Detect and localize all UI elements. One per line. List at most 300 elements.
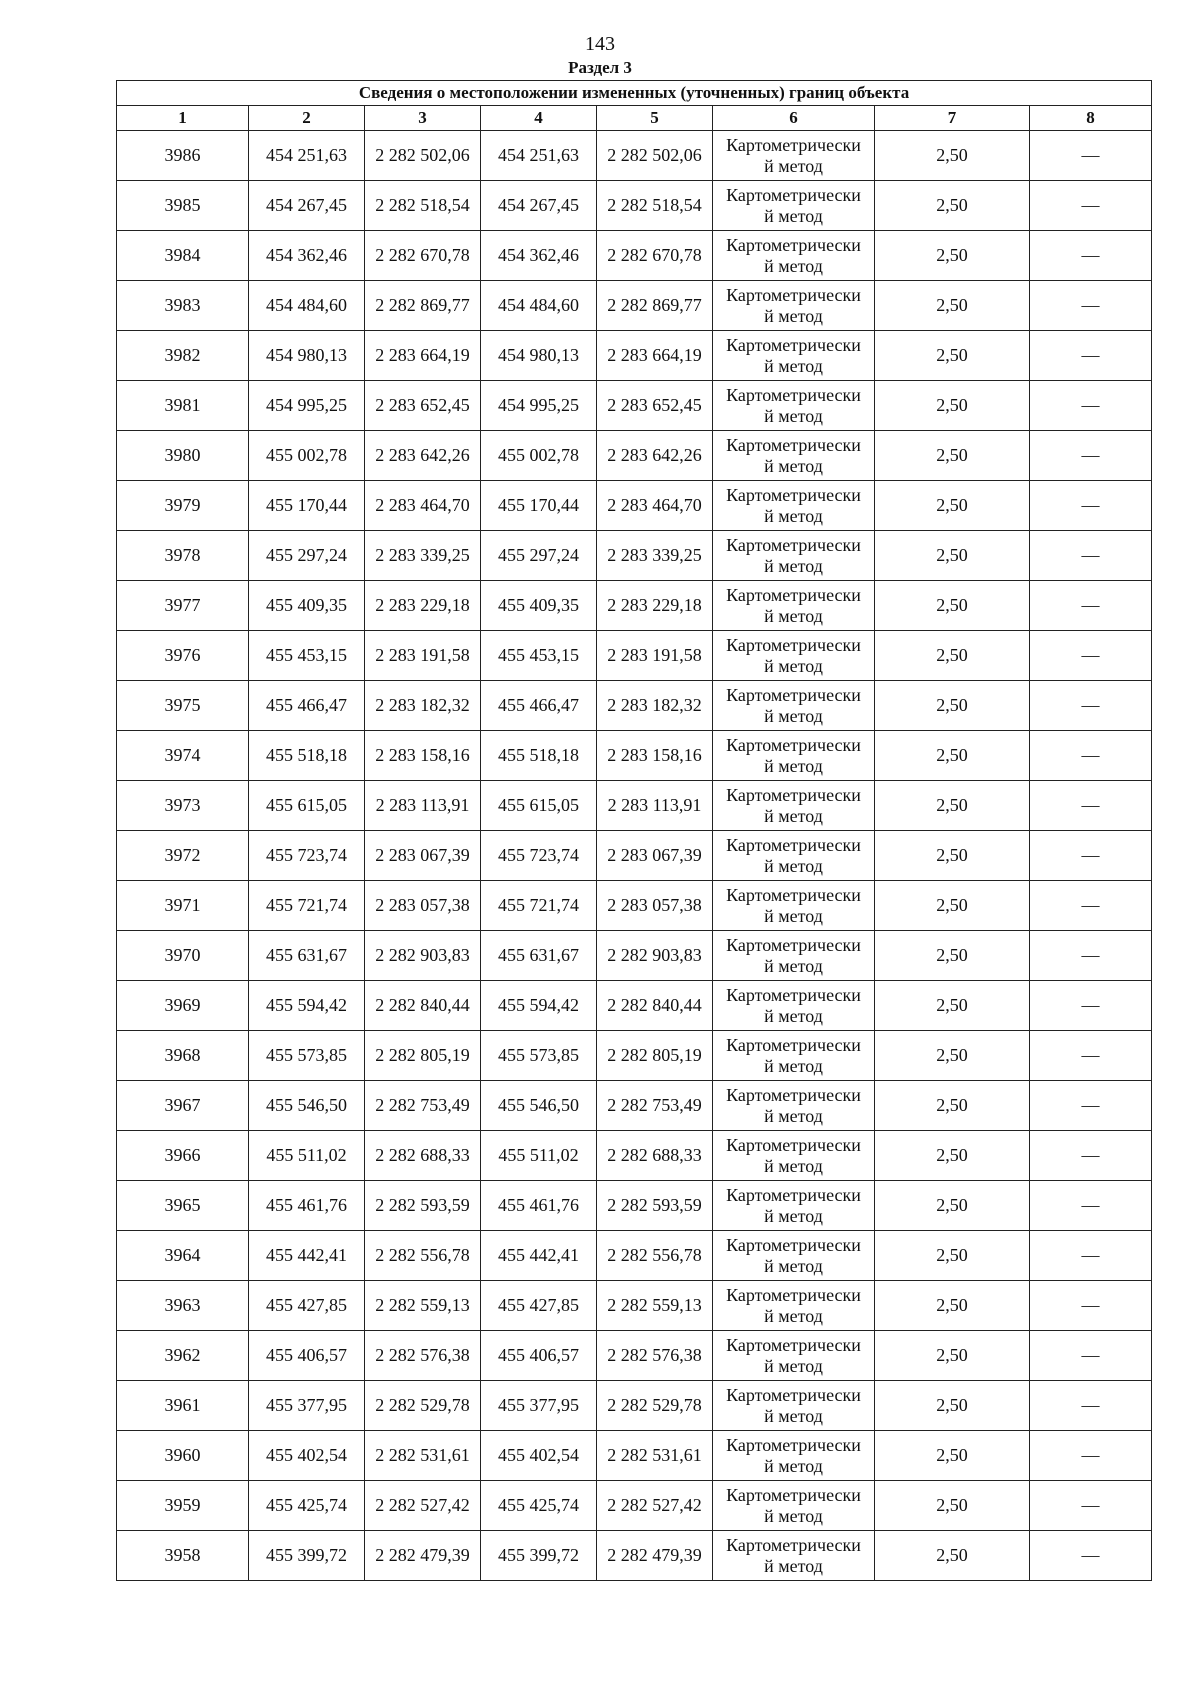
accuracy-cell: 2,50: [875, 381, 1030, 431]
method-text-line1: Картометрически: [726, 784, 861, 805]
method-cell: [713, 481, 875, 531]
method-text-line2: й метод: [764, 1355, 823, 1376]
y-existing-cell: 2 282 593,59: [365, 1181, 481, 1231]
method-cell: [713, 1231, 875, 1281]
table-row: [117, 731, 1152, 781]
method-text-line1: Картометрически: [726, 484, 861, 505]
x-existing-cell: 455 427,85: [249, 1281, 365, 1331]
method-text-line2: й метод: [764, 1555, 823, 1576]
x-existing-cell: 455 297,24: [249, 531, 365, 581]
method-cell: [713, 581, 875, 631]
accuracy-cell: 2,50: [875, 231, 1030, 281]
x-existing-cell: 455 518,18: [249, 731, 365, 781]
point-number-cell: 3967: [117, 1081, 249, 1131]
accuracy-cell: 2,50: [875, 881, 1030, 931]
method-text-line1: Картометрически: [726, 1434, 861, 1455]
method-text-line2: й метод: [764, 455, 823, 476]
x-new-cell: 455 402,54: [481, 1431, 597, 1481]
accuracy-cell: 2,50: [875, 1431, 1030, 1481]
x-new-cell: 455 427,85: [481, 1281, 597, 1331]
method-text-line2: й метод: [764, 755, 823, 776]
method-text-line2: й метод: [764, 1305, 823, 1326]
method-cell: [713, 631, 875, 681]
method-cell: [713, 1131, 875, 1181]
method-text-line2: й метод: [764, 355, 823, 376]
method-text-line1: Картометрически: [726, 1034, 861, 1055]
method-text-line2: й метод: [764, 405, 823, 426]
y-existing-cell: 2 282 529,78: [365, 1381, 481, 1431]
method-text-line1: Картометрически: [726, 1334, 861, 1355]
method-text-line1: Картометрически: [726, 1534, 861, 1555]
y-new-cell: 2 282 688,33: [597, 1131, 713, 1181]
x-existing-cell: 455 723,74: [249, 831, 365, 881]
method-text-line1: Картометрически: [726, 1284, 861, 1305]
method-cell: [713, 331, 875, 381]
method-text-line1: Картометрически: [726, 834, 861, 855]
table-row: [117, 481, 1152, 531]
y-existing-cell: 2 282 527,42: [365, 1481, 481, 1531]
point-number-cell: 3970: [117, 931, 249, 981]
note-cell: —: [1030, 331, 1152, 381]
y-new-cell: 2 282 527,42: [597, 1481, 713, 1531]
point-number-cell: 3974: [117, 731, 249, 781]
accuracy-cell: 2,50: [875, 781, 1030, 831]
method-text-line2: й метод: [764, 655, 823, 676]
column-number-row: [117, 106, 1152, 131]
method-text-line1: Картометрически: [726, 634, 861, 655]
method-text-line2: й метод: [764, 955, 823, 976]
y-existing-cell: 2 283 182,32: [365, 681, 481, 731]
point-number-cell: 3962: [117, 1331, 249, 1381]
table-body: [117, 131, 1152, 1581]
point-number-cell: 3960: [117, 1431, 249, 1481]
note-cell: —: [1030, 281, 1152, 331]
note-cell: —: [1030, 481, 1152, 531]
method-text-line1: Картометрически: [726, 884, 861, 905]
x-existing-cell: 454 995,25: [249, 381, 365, 431]
note-cell: —: [1030, 631, 1152, 681]
method-text-line2: й метод: [764, 155, 823, 176]
point-number-cell: 3958: [117, 1531, 249, 1581]
column-number: 1: [117, 106, 249, 131]
method-text-line1: Картометрически: [726, 1184, 861, 1205]
y-existing-cell: 2 283 464,70: [365, 481, 481, 531]
method-text-line2: й метод: [764, 905, 823, 926]
method-text-line2: й метод: [764, 1205, 823, 1226]
y-existing-cell: 2 282 840,44: [365, 981, 481, 1031]
y-new-cell: 2 283 067,39: [597, 831, 713, 881]
table-row: [117, 1381, 1152, 1431]
note-cell: —: [1030, 181, 1152, 231]
y-existing-cell: 2 282 559,13: [365, 1281, 481, 1331]
x-existing-cell: 455 409,35: [249, 581, 365, 631]
x-existing-cell: 455 546,50: [249, 1081, 365, 1131]
note-cell: —: [1030, 581, 1152, 631]
x-existing-cell: 455 442,41: [249, 1231, 365, 1281]
method-cell: [713, 1031, 875, 1081]
method-text-line2: й метод: [764, 1505, 823, 1526]
x-existing-cell: 455 631,67: [249, 931, 365, 981]
method-cell: [713, 681, 875, 731]
point-number-cell: 3975: [117, 681, 249, 731]
x-new-cell: 454 484,60: [481, 281, 597, 331]
x-existing-cell: 455 406,57: [249, 1331, 365, 1381]
point-number-cell: 3973: [117, 781, 249, 831]
x-new-cell: 454 362,46: [481, 231, 597, 281]
point-number-cell: 3982: [117, 331, 249, 381]
x-new-cell: 455 573,85: [481, 1031, 597, 1081]
x-new-cell: 455 631,67: [481, 931, 597, 981]
note-cell: —: [1030, 1031, 1152, 1081]
x-existing-cell: 455 511,02: [249, 1131, 365, 1181]
column-number: 5: [597, 106, 713, 131]
method-text-line2: й метод: [764, 1405, 823, 1426]
x-new-cell: 454 980,13: [481, 331, 597, 381]
point-number-cell: 3985: [117, 181, 249, 231]
accuracy-cell: 2,50: [875, 481, 1030, 531]
method-text-line1: Картометрически: [726, 1484, 861, 1505]
method-text-line2: й метод: [764, 305, 823, 326]
point-number-cell: 3969: [117, 981, 249, 1031]
method-text-line2: й метод: [764, 1255, 823, 1276]
method-text-line1: Картометрически: [726, 584, 861, 605]
method-text-line1: Картометрически: [726, 934, 861, 955]
note-cell: —: [1030, 231, 1152, 281]
y-new-cell: 2 283 057,38: [597, 881, 713, 931]
note-cell: —: [1030, 1081, 1152, 1131]
y-new-cell: 2 283 642,26: [597, 431, 713, 481]
method-text-line2: й метод: [764, 205, 823, 226]
method-text-line1: Картометрически: [726, 234, 861, 255]
point-number-cell: 3984: [117, 231, 249, 281]
accuracy-cell: 2,50: [875, 431, 1030, 481]
note-cell: —: [1030, 681, 1152, 731]
method-text-line2: й метод: [764, 1055, 823, 1076]
method-text-line1: Картометрически: [726, 534, 861, 555]
y-new-cell: 2 282 869,77: [597, 281, 713, 331]
method-cell: [713, 981, 875, 1031]
method-text-line2: й метод: [764, 505, 823, 526]
y-new-cell: 2 282 576,38: [597, 1331, 713, 1381]
x-new-cell: 455 406,57: [481, 1331, 597, 1381]
y-new-cell: 2 283 652,45: [597, 381, 713, 431]
table-row: [117, 681, 1152, 731]
method-cell: [713, 381, 875, 431]
y-existing-cell: 2 283 191,58: [365, 631, 481, 681]
point-number-cell: 3971: [117, 881, 249, 931]
y-existing-cell: 2 283 664,19: [365, 331, 481, 381]
y-existing-cell: 2 283 067,39: [365, 831, 481, 881]
y-new-cell: 2 283 182,32: [597, 681, 713, 731]
point-number-cell: 3976: [117, 631, 249, 681]
table-row: [117, 331, 1152, 381]
y-existing-cell: 2 282 518,54: [365, 181, 481, 231]
x-new-cell: 454 995,25: [481, 381, 597, 431]
x-new-cell: 455 615,05: [481, 781, 597, 831]
method-text-line2: й метод: [764, 805, 823, 826]
x-existing-cell: 455 377,95: [249, 1381, 365, 1431]
method-cell: [713, 131, 875, 181]
note-cell: —: [1030, 131, 1152, 181]
method-text-line2: й метод: [764, 1005, 823, 1026]
method-text-line1: Картометрически: [726, 134, 861, 155]
accuracy-cell: 2,50: [875, 1081, 1030, 1131]
point-number-cell: 3961: [117, 1381, 249, 1431]
note-cell: —: [1030, 431, 1152, 481]
table-row: [117, 1481, 1152, 1531]
point-number-cell: 3980: [117, 431, 249, 481]
method-cell: [713, 731, 875, 781]
boundary-coordinates-table: [116, 80, 1152, 1581]
accuracy-cell: 2,50: [875, 331, 1030, 381]
x-existing-cell: 455 461,76: [249, 1181, 365, 1231]
y-new-cell: 2 282 903,83: [597, 931, 713, 981]
note-cell: —: [1030, 1131, 1152, 1181]
y-new-cell: 2 282 556,78: [597, 1231, 713, 1281]
note-cell: —: [1030, 381, 1152, 431]
method-cell: [713, 1281, 875, 1331]
x-existing-cell: 455 466,47: [249, 681, 365, 731]
method-cell: [713, 1081, 875, 1131]
method-text-line1: Картометрически: [726, 984, 861, 1005]
accuracy-cell: 2,50: [875, 1131, 1030, 1181]
note-cell: —: [1030, 1431, 1152, 1481]
method-text-line2: й метод: [764, 705, 823, 726]
point-number-cell: 3965: [117, 1181, 249, 1231]
method-cell: [713, 1481, 875, 1531]
accuracy-cell: 2,50: [875, 181, 1030, 231]
y-new-cell: 2 283 191,58: [597, 631, 713, 681]
x-new-cell: 455 518,18: [481, 731, 597, 781]
accuracy-cell: 2,50: [875, 981, 1030, 1031]
method-text-line1: Картометрически: [726, 284, 861, 305]
method-cell: [713, 531, 875, 581]
method-cell: [713, 931, 875, 981]
note-cell: —: [1030, 1281, 1152, 1331]
table-row: [117, 781, 1152, 831]
method-cell: [713, 1381, 875, 1431]
table-row: [117, 881, 1152, 931]
table-row: [117, 181, 1152, 231]
y-existing-cell: 2 283 652,45: [365, 381, 481, 431]
table-row: [117, 931, 1152, 981]
table-row: [117, 1181, 1152, 1231]
x-existing-cell: 455 573,85: [249, 1031, 365, 1081]
note-cell: —: [1030, 881, 1152, 931]
x-existing-cell: 454 251,63: [249, 131, 365, 181]
method-text-line2: й метод: [764, 255, 823, 276]
point-number-cell: 3963: [117, 1281, 249, 1331]
column-number: 3: [365, 106, 481, 131]
point-number-cell: 3979: [117, 481, 249, 531]
method-cell: [713, 1531, 875, 1581]
point-number-cell: 3972: [117, 831, 249, 881]
y-existing-cell: 2 282 805,19: [365, 1031, 481, 1081]
accuracy-cell: 2,50: [875, 581, 1030, 631]
note-cell: —: [1030, 1181, 1152, 1231]
accuracy-cell: 2,50: [875, 1231, 1030, 1281]
accuracy-cell: 2,50: [875, 831, 1030, 881]
table-row: [117, 831, 1152, 881]
y-new-cell: 2 282 531,61: [597, 1431, 713, 1481]
y-existing-cell: 2 282 576,38: [365, 1331, 481, 1381]
accuracy-cell: 2,50: [875, 1531, 1030, 1581]
method-text-line2: й метод: [764, 1455, 823, 1476]
x-existing-cell: 454 362,46: [249, 231, 365, 281]
method-text-line2: й метод: [764, 605, 823, 626]
x-existing-cell: 455 721,74: [249, 881, 365, 931]
y-new-cell: 2 283 158,16: [597, 731, 713, 781]
table-row: [117, 531, 1152, 581]
x-new-cell: 455 442,41: [481, 1231, 597, 1281]
method-cell: [713, 1181, 875, 1231]
x-new-cell: 455 425,74: [481, 1481, 597, 1531]
x-existing-cell: 454 484,60: [249, 281, 365, 331]
note-cell: —: [1030, 931, 1152, 981]
x-existing-cell: 455 594,42: [249, 981, 365, 1031]
method-text-line1: Картометрически: [726, 684, 861, 705]
method-cell: [713, 181, 875, 231]
table-row: [117, 1081, 1152, 1131]
accuracy-cell: 2,50: [875, 1281, 1030, 1331]
note-cell: —: [1030, 1481, 1152, 1531]
y-existing-cell: 2 282 869,77: [365, 281, 481, 331]
note-cell: —: [1030, 831, 1152, 881]
x-new-cell: 455 297,24: [481, 531, 597, 581]
table-row: [117, 1531, 1152, 1581]
note-cell: —: [1030, 1531, 1152, 1581]
y-existing-cell: 2 282 753,49: [365, 1081, 481, 1131]
x-new-cell: 455 453,15: [481, 631, 597, 681]
column-number: 8: [1030, 106, 1152, 131]
point-number-cell: 3978: [117, 531, 249, 581]
note-cell: —: [1030, 1381, 1152, 1431]
accuracy-cell: 2,50: [875, 1381, 1030, 1431]
table-row: [117, 1031, 1152, 1081]
x-existing-cell: 455 170,44: [249, 481, 365, 531]
method-text-line2: й метод: [764, 855, 823, 876]
method-text-line1: Картометрически: [726, 1234, 861, 1255]
table-row: [117, 1431, 1152, 1481]
table-row: [117, 981, 1152, 1031]
method-cell: [713, 281, 875, 331]
x-new-cell: 455 170,44: [481, 481, 597, 531]
method-cell: [713, 781, 875, 831]
y-existing-cell: 2 283 158,16: [365, 731, 481, 781]
x-new-cell: 455 594,42: [481, 981, 597, 1031]
y-new-cell: 2 283 664,19: [597, 331, 713, 381]
table-row: [117, 581, 1152, 631]
accuracy-cell: 2,50: [875, 281, 1030, 331]
y-new-cell: 2 282 479,39: [597, 1531, 713, 1581]
x-existing-cell: 454 980,13: [249, 331, 365, 381]
x-existing-cell: 454 267,45: [249, 181, 365, 231]
point-number-cell: 3964: [117, 1231, 249, 1281]
table-row: [117, 1131, 1152, 1181]
y-existing-cell: 2 283 642,26: [365, 431, 481, 481]
y-new-cell: 2 283 464,70: [597, 481, 713, 531]
y-new-cell: 2 282 502,06: [597, 131, 713, 181]
y-new-cell: 2 282 529,78: [597, 1381, 713, 1431]
table-row: [117, 431, 1152, 481]
x-new-cell: 455 466,47: [481, 681, 597, 731]
y-existing-cell: 2 283 339,25: [365, 531, 481, 581]
method-text-line2: й метод: [764, 1105, 823, 1126]
y-new-cell: 2 283 339,25: [597, 531, 713, 581]
note-cell: —: [1030, 731, 1152, 781]
accuracy-cell: 2,50: [875, 1031, 1030, 1081]
x-new-cell: 455 399,72: [481, 1531, 597, 1581]
x-existing-cell: 455 002,78: [249, 431, 365, 481]
method-text-line1: Картометрически: [726, 1384, 861, 1405]
x-new-cell: 455 721,74: [481, 881, 597, 931]
accuracy-cell: 2,50: [875, 1481, 1030, 1531]
y-new-cell: 2 282 593,59: [597, 1181, 713, 1231]
y-existing-cell: 2 282 531,61: [365, 1431, 481, 1481]
section-title: Раздел 3: [568, 58, 632, 77]
table-row: [117, 131, 1152, 181]
x-new-cell: 454 251,63: [481, 131, 597, 181]
table-row: [117, 1331, 1152, 1381]
y-new-cell: 2 282 518,54: [597, 181, 713, 231]
accuracy-cell: 2,50: [875, 1181, 1030, 1231]
method-cell: [713, 831, 875, 881]
method-text-line1: Картометрически: [726, 184, 861, 205]
x-existing-cell: 455 615,05: [249, 781, 365, 831]
method-cell: [713, 1431, 875, 1481]
y-existing-cell: 2 282 670,78: [365, 231, 481, 281]
y-new-cell: 2 282 805,19: [597, 1031, 713, 1081]
method-cell: [713, 881, 875, 931]
method-text-line1: Картометрически: [726, 734, 861, 755]
y-existing-cell: 2 282 556,78: [365, 1231, 481, 1281]
table-row: [117, 281, 1152, 331]
point-number-cell: 3981: [117, 381, 249, 431]
x-existing-cell: 455 453,15: [249, 631, 365, 681]
x-new-cell: 455 002,78: [481, 431, 597, 481]
x-existing-cell: 455 425,74: [249, 1481, 365, 1531]
note-cell: —: [1030, 531, 1152, 581]
table-row: [117, 381, 1152, 431]
y-new-cell: 2 282 559,13: [597, 1281, 713, 1331]
point-number-cell: 3983: [117, 281, 249, 331]
point-number-cell: 3977: [117, 581, 249, 631]
y-new-cell: 2 283 113,91: [597, 781, 713, 831]
x-new-cell: 455 377,95: [481, 1381, 597, 1431]
y-new-cell: 2 282 670,78: [597, 231, 713, 281]
y-existing-cell: 2 283 229,18: [365, 581, 481, 631]
method-text-line2: й метод: [764, 1155, 823, 1176]
x-new-cell: 454 267,45: [481, 181, 597, 231]
x-new-cell: 455 511,02: [481, 1131, 597, 1181]
x-new-cell: 455 723,74: [481, 831, 597, 881]
table-row: [117, 1231, 1152, 1281]
y-existing-cell: 2 282 479,39: [365, 1531, 481, 1581]
point-number-cell: 3959: [117, 1481, 249, 1531]
table-caption: Сведения о местоположении измененных (уточненных) границ объекта: [117, 81, 1152, 106]
y-new-cell: 2 282 840,44: [597, 981, 713, 1031]
note-cell: —: [1030, 981, 1152, 1031]
table-row: [117, 1281, 1152, 1331]
method-text-line1: Картометрически: [726, 334, 861, 355]
note-cell: —: [1030, 781, 1152, 831]
method-cell: [713, 431, 875, 481]
x-new-cell: 455 461,76: [481, 1181, 597, 1231]
y-existing-cell: 2 283 057,38: [365, 881, 481, 931]
x-existing-cell: 455 399,72: [249, 1531, 365, 1581]
accuracy-cell: 2,50: [875, 631, 1030, 681]
point-number-cell: 3966: [117, 1131, 249, 1181]
